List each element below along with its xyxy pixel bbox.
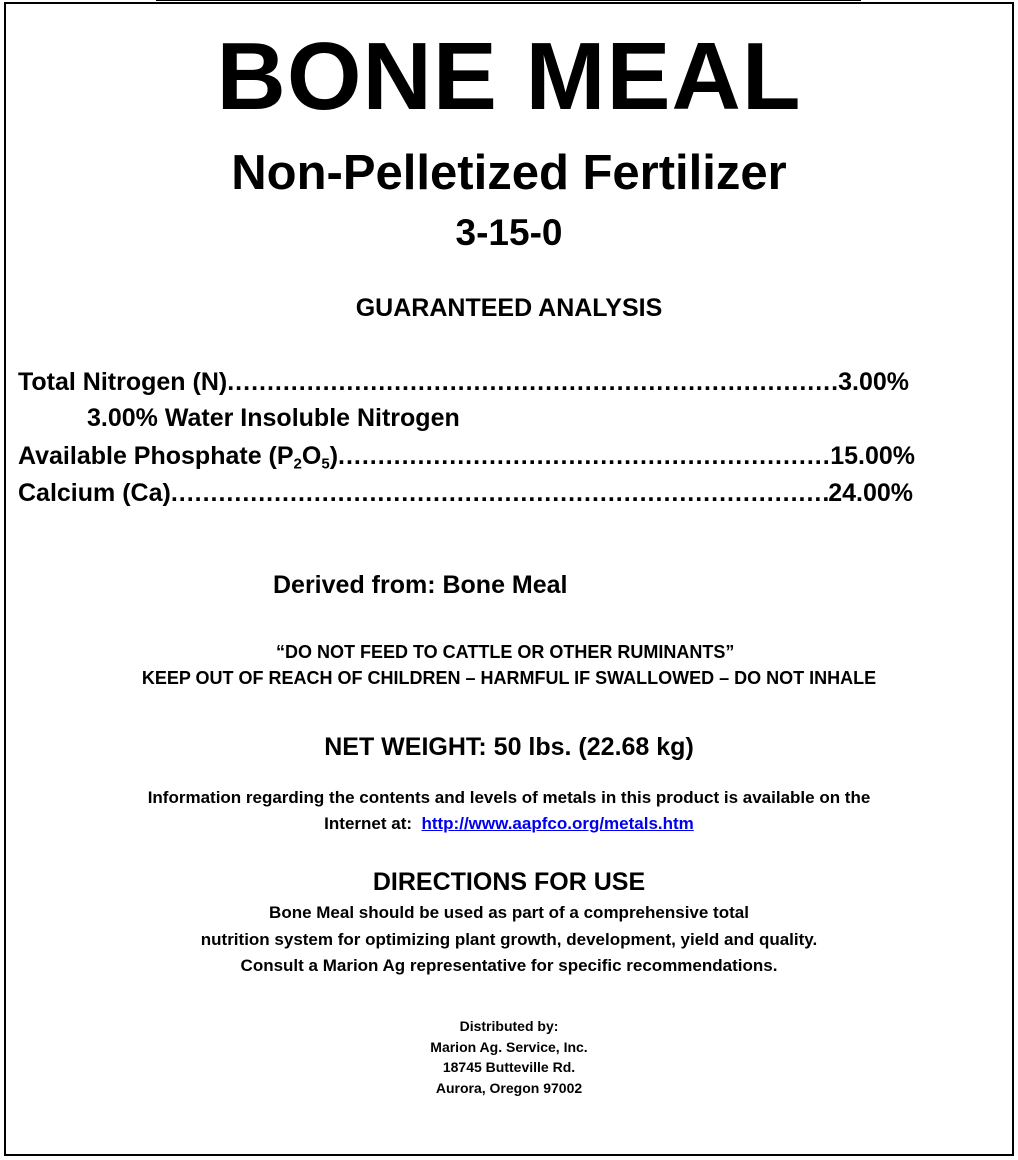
metals-info-link-line (0, 813, 1018, 835)
analysis-row-nitrogen (18, 366, 909, 398)
top-rule (156, 0, 861, 1)
distributor-city: Aurora, Oregon 97002 (435, 1080, 583, 1096)
dot-leader (227, 366, 838, 398)
directions-line: Consult a Marion Ag representative for specific recommendations. (240, 956, 778, 975)
fertilizer-grade: 3-15-0 (455, 212, 563, 253)
calcium-label: Calcium (Ca) (18, 479, 171, 507)
phosphate-label: Available Phosphate $(P_2O_5)$ (18, 442, 339, 472)
product-title: BONE MEAL (216, 23, 802, 130)
derived-from: Derived from: Bone Meal (273, 571, 568, 599)
analysis-row-phosphate (18, 440, 915, 472)
metals-link[interactable]: http://www.aapfco.org/metals.htm (421, 814, 694, 833)
distributor-label: Distributed by: (459, 1018, 559, 1034)
calcium-value: 24.00% (828, 479, 913, 507)
dot-leader (171, 477, 828, 509)
guaranteed-analysis-heading: GUARANTEED ANALYSIS (355, 294, 663, 322)
dot-leader (338, 440, 830, 472)
directions-line: Bone Meal should be used as part of a comprehensive total (269, 903, 749, 922)
phosphate-value: 15.00% (830, 442, 915, 470)
directions-heading: DIRECTIONS FOR USE (372, 868, 646, 896)
ruminant-warning: “DO NOT FEED TO CATTLE OR OTHER RUMINANTS” (276, 642, 735, 662)
distributor-street: 18745 Butteville Rd. (442, 1059, 576, 1075)
product-subtitle: Non-Pelletized Fertilizer (231, 146, 787, 200)
directions-line: nutrition system for optimizing plant growth, development, yield and quality. (200, 930, 818, 949)
safety-warning: KEEP OUT OF REACH OF CHILDREN – HARMFUL IF SWALLOWED – DO NOT INHALE (141, 668, 877, 688)
nitrogen-detail: 3.00% Water Insoluble Nitrogen (87, 404, 460, 432)
nitrogen-value: 3.00% (838, 368, 909, 396)
metals-info-text: Information regarding the contents and levels of metals in this product is available on the (147, 788, 871, 807)
nitrogen-label: Total Nitrogen (N) (18, 368, 228, 396)
metals-info-prefix: Internet at: (324, 814, 422, 833)
analysis-row-calcium (18, 477, 913, 509)
distributor-name: Marion Ag. Service, Inc. (430, 1039, 588, 1055)
net-weight: NET WEIGHT: 50 lbs. (22.68 kg) (324, 733, 694, 761)
